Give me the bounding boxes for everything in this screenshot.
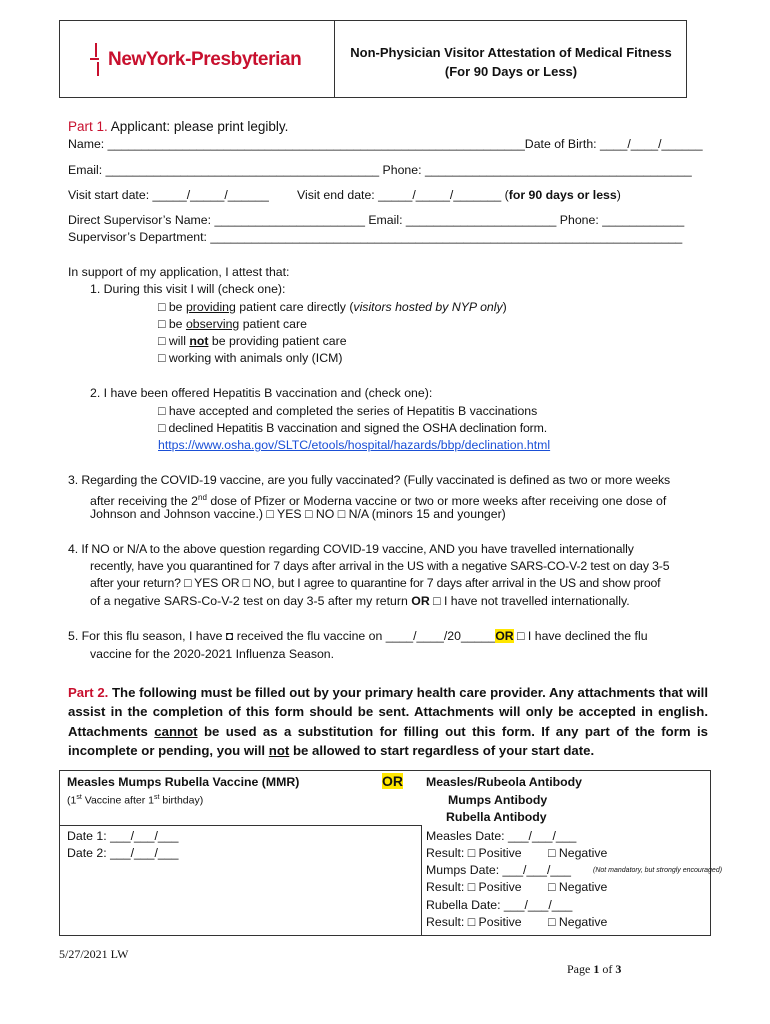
question-4-line-1: 4. If NO or N/A to the above question regarding COVID-19 vaccine, AND you have travelled internationally bbox=[68, 542, 634, 556]
q1-opt1-e: ) bbox=[502, 300, 507, 314]
q4-l4a: of a negative SARS-Co-V-2 test on day 3-5 after my return bbox=[90, 594, 412, 608]
q5-checkbox-icon: ◘ bbox=[225, 629, 234, 643]
q3-l2b: dose of Pfizer or Moderna vaccine or two or more weeks after receiving one dose of bbox=[206, 494, 667, 509]
table-divider-v bbox=[421, 825, 422, 935]
q2-option-accepted[interactable]: □ have accepted and completed the series of Hepatitis B vaccinations bbox=[158, 404, 538, 418]
visit-start-field[interactable]: Visit start date: _____/_____/______ bbox=[68, 188, 269, 202]
measles-result-positive[interactable]: Result: □ Positive bbox=[426, 846, 522, 860]
q5-or: OR bbox=[495, 629, 514, 643]
q4-l4b: □ I have not travelled internationally. bbox=[429, 594, 630, 608]
q5-l1b: received the flu vaccine on ____/____/20_____ bbox=[233, 629, 496, 643]
q1-option-animals[interactable]: □ working with animals only (ICM) bbox=[158, 351, 343, 365]
mumps-result-negative[interactable]: □ Negative bbox=[548, 880, 608, 894]
q1-opt1-a: □ be bbox=[158, 300, 186, 314]
email-phone-field[interactable]: Email: ________________________________________ Phone: _______________________________________ bbox=[68, 163, 692, 177]
q1-opt2-a: □ be bbox=[158, 317, 186, 331]
q1-opt3-a: □ will bbox=[158, 334, 190, 348]
q3-l2a: after receiving the 2 bbox=[90, 494, 199, 509]
page-current: 1 bbox=[593, 962, 600, 976]
rubella-result-positive[interactable]: Result: □ Positive bbox=[426, 915, 522, 929]
name-dob-field[interactable]: Name: _____________________________________________________________Date of Birth: ____/____/______ bbox=[68, 137, 703, 151]
supervisor-field[interactable]: Direct Supervisor’s Name: ______________________ Email: ______________________ Phone: ____________ bbox=[68, 213, 685, 227]
page-of: of bbox=[599, 962, 616, 976]
immunization-table bbox=[59, 770, 723, 936]
part2-instructions bbox=[68, 683, 708, 760]
mumps-result-positive[interactable]: Result: □ Positive bbox=[426, 880, 522, 894]
mmr-sub-sup2: st bbox=[153, 794, 160, 801]
mmr-subtitle bbox=[67, 794, 203, 807]
q3-sup: nd bbox=[198, 493, 207, 502]
question-3-line-3[interactable]: Johnson and Johnson vaccine.) □ YES □ NO □ N/A (minors 15 and younger) bbox=[90, 507, 506, 521]
measles-result-negative[interactable]: □ Negative bbox=[548, 846, 608, 860]
question-2: 2. I have been offered Hepatitis B vaccination and (check one): bbox=[90, 386, 433, 400]
mumps-date[interactable]: Mumps Date: ___/___/___ bbox=[426, 863, 571, 877]
part2-text-b: be used as a substitution for filling out this form. If any part of the form is incomplete or pending, you will bbox=[68, 723, 708, 758]
part2-label: Part 2. bbox=[68, 685, 109, 700]
antibody-measles: Measles/Rubeola Antibody bbox=[426, 775, 583, 789]
part1-heading-text: Applicant: please print legibly. bbox=[107, 119, 289, 134]
question-3-line-1: 3. Regarding the COVID-19 vaccine, are you fully vaccinated? (Fully vaccinated is defined as two or more weeks bbox=[68, 473, 671, 487]
mmr-sub-c: birthday) bbox=[159, 794, 204, 807]
page-number bbox=[567, 962, 621, 977]
header-box bbox=[59, 20, 687, 98]
visit-end-field[interactable] bbox=[297, 187, 621, 204]
question-4-line-2: recently, have you quarantined for 7 days after arrival in the US with a negative SARS-CO-V-2 test on day 3-5 bbox=[90, 559, 670, 573]
question-5-line-2: vaccine for the 2020-2021 Influenza Season. bbox=[90, 647, 335, 661]
mumps-note: (Not mandatory, but strongly encouraged) bbox=[593, 867, 723, 874]
vaccine-date-1[interactable]: Date 1: ___/___/___ bbox=[67, 829, 179, 843]
part1-heading bbox=[68, 119, 288, 134]
title-line-1: Non-Physician Visitor Attestation of Medical Fitness bbox=[350, 45, 672, 60]
q1-opt1-b: providing bbox=[185, 300, 236, 314]
q1-opt1-d: visitors hosted by NYP only bbox=[353, 300, 503, 314]
question-1: 1. During this visit I will (check one): bbox=[90, 282, 286, 296]
measles-date[interactable]: Measles Date: ___/___/___ bbox=[426, 829, 577, 843]
antibody-mumps: Mumps Antibody bbox=[448, 793, 548, 807]
part2-not: not bbox=[268, 742, 290, 758]
logo bbox=[90, 43, 301, 77]
visit-end-label: Visit end date: _____/_____/_______ ( bbox=[297, 188, 509, 202]
rubella-result-negative[interactable]: □ Negative bbox=[548, 915, 608, 929]
table-or: OR bbox=[382, 773, 403, 789]
title-line-2: (For 90 Days or Less) bbox=[444, 64, 578, 79]
form-title bbox=[335, 43, 687, 81]
part2-text-a: The following must be filled out by your primary health care provider. Any attachments that will assist in the completion of this form should be sent. Attachments will only be accepted in english. Attachments bbox=[68, 685, 708, 739]
q1-opt3-b: not bbox=[189, 334, 209, 348]
part2-text-c: be allowed to start regardless of your start date. bbox=[289, 742, 595, 758]
attest-intro: In support of my application, I attest that: bbox=[68, 265, 290, 279]
table-divider-h bbox=[60, 825, 421, 826]
page-label: Page bbox=[567, 962, 594, 976]
q5-l1a: 5. For this flu season, I have bbox=[68, 629, 226, 643]
department-field[interactable]: Supervisor’s Department: _____________________________________________________________________ bbox=[68, 230, 683, 244]
part1-label: Part 1. bbox=[68, 119, 108, 134]
part2-cannot: cannot bbox=[154, 723, 198, 739]
q1-opt2-b: observing bbox=[185, 317, 240, 331]
footer-date-code: 5/27/2021 LW bbox=[59, 947, 129, 961]
page-total: 3 bbox=[615, 962, 622, 976]
q1-opt1-c: patient care directly ( bbox=[235, 300, 354, 314]
q5-l1c: □ I have declined the flu bbox=[513, 629, 648, 643]
antibody-rubella: Rubella Antibody bbox=[446, 810, 547, 824]
question-4-line-3[interactable]: after your return? □ YES OR □ NO, but I agree to quarantine for 7 days after arrival in the US and show proof bbox=[90, 576, 661, 590]
question-4-line-4[interactable] bbox=[90, 593, 630, 610]
q1-option-providing[interactable] bbox=[158, 299, 507, 316]
question-5-line-1[interactable] bbox=[68, 628, 648, 645]
visit-end-limit: for 90 days or less bbox=[508, 188, 617, 202]
vaccine-date-2[interactable]: Date 2: ___/___/___ bbox=[67, 846, 179, 860]
q4-or: OR bbox=[411, 594, 430, 608]
q1-opt2-c: patient care bbox=[239, 317, 307, 331]
q1-option-not-providing[interactable] bbox=[158, 333, 347, 350]
mmr-sub-b: Vaccine after 1 bbox=[81, 794, 154, 807]
q2-option-declined[interactable]: □ declined Hepatitis B vaccination and signed the OSHA declination form. bbox=[158, 421, 547, 435]
q1-option-observing[interactable] bbox=[158, 316, 307, 333]
mmr-sub-sup1: st bbox=[76, 794, 82, 801]
mmr-sub-a: (1 bbox=[67, 794, 77, 807]
osha-declination-link[interactable]: https://www.osha.gov/SLTC/etools/hospital/hazards/bbp/declination.html bbox=[158, 438, 551, 452]
q1-opt3-c: be providing patient care bbox=[208, 334, 347, 348]
mmr-title: Measles Mumps Rubella Vaccine (MMR) bbox=[67, 775, 300, 789]
nyp-logo-icon bbox=[90, 43, 104, 77]
logo-text: NewYork-Presbyterian bbox=[108, 49, 302, 70]
rubella-date[interactable]: Rubella Date: ___/___/___ bbox=[426, 898, 573, 912]
visit-end-close: ) bbox=[616, 188, 621, 202]
